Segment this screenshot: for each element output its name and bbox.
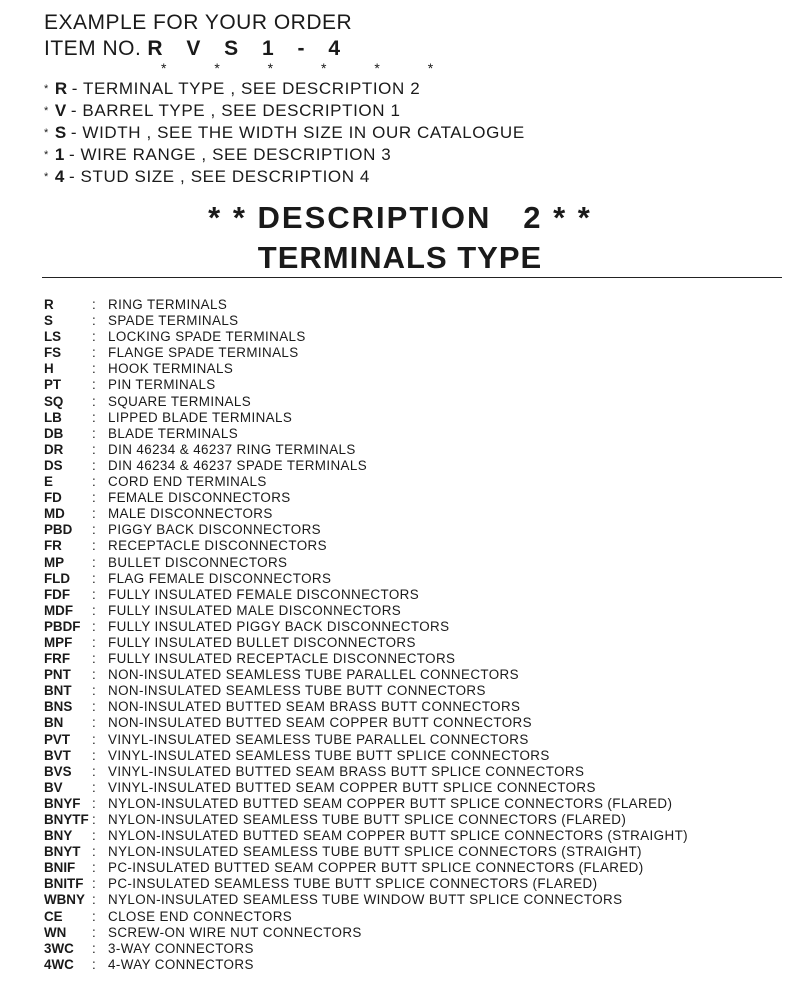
terminal-description: DIN 46234 & 46237 SPADE TERMINALS: [108, 457, 368, 473]
terminal-row: [44, 587, 688, 603]
separator-colon: :: [92, 779, 96, 795]
terminal-code: S: [44, 313, 53, 329]
terminal-row: [44, 748, 688, 764]
terminal-description: NYLON-INSULATED BUTTED SEAM COPPER BUTT SPLICE CONNECTORS (STRAIGHT): [108, 828, 689, 844]
terminal-code: PT: [44, 377, 62, 393]
separator-colon: :: [92, 474, 96, 490]
separator-colon: :: [92, 892, 96, 908]
separator-colon: :: [92, 554, 96, 570]
divider: [42, 277, 782, 278]
terminal-row: [44, 828, 688, 844]
terminal-code: R: [44, 297, 54, 312]
terminal-description: NON-INSULATED BUTTED SEAM BRASS BUTT CONNECTORS: [108, 699, 521, 715]
terminal-description: RING TERMINALS: [108, 297, 228, 312]
terminal-code: PBDF: [44, 618, 81, 634]
separator-colon: :: [92, 441, 96, 457]
terminal-row: [44, 699, 688, 715]
separator-colon: :: [92, 538, 96, 554]
separator-colon: :: [92, 683, 96, 699]
terminal-code: BN: [44, 715, 64, 731]
terminal-description: SQUARE TERMINALS: [108, 393, 252, 409]
separator-colon: :: [92, 860, 96, 876]
terminal-description: CORD END TERMINALS: [108, 474, 267, 490]
terminal-code: BNYTF: [44, 812, 89, 827]
terminal-description: PIN TERMINALS: [108, 377, 216, 393]
terminal-row: [44, 683, 688, 699]
separator-colon: :: [92, 313, 96, 329]
terminal-description: FULLY INSULATED FEMALE DISCONNECTORS: [108, 586, 420, 602]
terminal-description: FEMALE DISCONNECTORS: [108, 490, 291, 506]
separator-colon: :: [92, 699, 96, 715]
terminal-row: [44, 329, 688, 345]
legend-code: R: [54, 79, 68, 98]
terminal-row: [44, 345, 688, 361]
legend-text: - BARREL TYPE , SEE DESCRIPTION 1: [70, 101, 401, 120]
legend-asterisk: *: [44, 149, 49, 161]
separator-colon: :: [92, 940, 96, 956]
terminal-description: SPADE TERMINALS: [108, 313, 239, 329]
terminal-code: WN: [44, 924, 67, 940]
terminal-description: BULLET DISCONNECTORS: [108, 554, 288, 570]
terminal-code: MP: [44, 554, 65, 570]
separator-colon: :: [92, 457, 96, 473]
terminal-description: PC-INSULATED SEAMLESS TUBE BUTT SPLICE CONNECTORS (FLARED): [108, 876, 598, 892]
item-number-label: ITEM NO.: [44, 37, 142, 60]
terminal-row: [44, 876, 688, 892]
terminal-code: BVT: [44, 747, 71, 763]
terminal-code: DS: [44, 457, 63, 473]
terminal-description: FULLY INSULATED MALE DISCONNECTORS: [108, 602, 402, 618]
terminal-code: BV: [44, 779, 63, 795]
separator-colon: :: [92, 844, 96, 860]
terminal-code: BNYF: [44, 795, 81, 811]
terminal-row: [44, 442, 688, 458]
terminal-row: [44, 796, 688, 812]
terminal-description: NYLON-INSULATED BUTTED SEAM COPPER BUTT SPLICE CONNECTORS (FLARED): [108, 795, 673, 811]
terminal-description: NYLON-INSULATED SEAMLESS TUBE BUTT SPLICE CONNECTORS (STRAIGHT): [108, 844, 642, 860]
terminal-description: LIPPED BLADE TERMINALS: [108, 409, 293, 425]
terminal-row: [44, 667, 688, 683]
separator-colon: :: [92, 393, 96, 409]
terminal-code: SQ: [44, 393, 64, 409]
separator-colon: :: [92, 795, 96, 811]
terminal-code: LB: [44, 409, 62, 425]
terminal-code: FD: [44, 490, 62, 506]
terminal-description: 4-WAY CONNECTORS: [108, 956, 254, 972]
separator-colon: :: [92, 715, 96, 731]
legend-row: [44, 144, 525, 166]
terminal-code: MDF: [44, 602, 74, 618]
separator-colon: :: [92, 345, 96, 361]
terminal-code: MPF: [44, 634, 73, 650]
terminal-description: FLANGE SPADE TERMINALS: [108, 345, 299, 361]
terminal-row: [44, 619, 688, 635]
terminal-description: VINYL-INSULATED BUTTED SEAM BRASS BUTT SPLICE CONNECTORS: [108, 763, 585, 779]
item-number-code: R V S 1 - 4: [147, 37, 350, 60]
terminal-code: WBNY: [44, 892, 85, 908]
separator-colon: :: [92, 377, 96, 393]
terminal-description: FULLY INSULATED BULLET DISCONNECTORS: [108, 634, 416, 650]
terminal-row: [44, 571, 688, 587]
separator-colon: :: [92, 747, 96, 763]
terminal-description: RECEPTACLE DISCONNECTORS: [108, 538, 327, 554]
terminal-row: [44, 603, 688, 619]
terminal-code: DB: [44, 425, 64, 441]
terminal-row: [44, 941, 688, 957]
terminal-row: [44, 844, 688, 860]
terminal-description: LOCKING SPADE TERMINALS: [108, 329, 306, 345]
terminal-description: FULLY INSULATED RECEPTACLE DISCONNECTORS: [108, 651, 456, 667]
terminal-row: [44, 909, 688, 925]
terminal-code: BVS: [44, 763, 72, 779]
separator-colon: :: [92, 651, 96, 667]
terminal-row: [44, 780, 688, 796]
terminal-description: FLAG FEMALE DISCONNECTORS: [108, 570, 332, 586]
separator-colon: :: [92, 570, 96, 586]
terminal-description: CLOSE END CONNECTORS: [108, 908, 293, 924]
terminal-row: [44, 313, 688, 329]
terminal-description: VINYL-INSULATED SEAMLESS TUBE PARALLEL CONNECTORS: [108, 731, 529, 747]
separator-colon: :: [92, 812, 96, 827]
legend-text: - TERMINAL TYPE , SEE DESCRIPTION 2: [71, 79, 421, 98]
order-example-title: EXAMPLE FOR YOUR ORDER: [44, 11, 353, 34]
terminal-row: [44, 474, 688, 490]
separator-colon: :: [92, 828, 96, 844]
terminal-description: NYLON-INSULATED SEAMLESS TUBE WINDOW BUTT SPLICE CONNECTORS: [108, 892, 623, 908]
legend-row: [44, 122, 525, 144]
terminal-row: [44, 490, 688, 506]
terminal-code: FR: [44, 538, 62, 554]
terminal-description: BLADE TERMINALS: [108, 425, 239, 441]
terminal-code: BNY: [44, 828, 73, 844]
terminal-code: BNT: [44, 683, 72, 699]
terminal-code: LS: [44, 329, 62, 345]
terminal-description: VINYL-INSULATED SEAMLESS TUBE BUTT SPLICE CONNECTORS: [108, 747, 550, 763]
terminal-description: PIGGY BACK DISCONNECTORS: [108, 522, 321, 538]
separator-colon: :: [92, 490, 96, 506]
terminal-row: [44, 732, 688, 748]
terminal-description: MALE DISCONNECTORS: [108, 506, 273, 522]
legend-asterisk: *: [44, 83, 49, 95]
terminal-row: [44, 506, 688, 522]
terminal-code: PBD: [44, 522, 73, 538]
terminal-code: FLD: [44, 570, 71, 586]
legend-asterisk: *: [44, 105, 49, 117]
terminal-code: FS: [44, 345, 62, 361]
terminal-row: [44, 860, 688, 876]
terminal-description: VINYL-INSULATED BUTTED SEAM COPPER BUTT SPLICE CONNECTORS: [108, 779, 596, 795]
terminal-row: [44, 555, 688, 571]
terminal-description: NON-INSULATED BUTTED SEAM COPPER BUTT CONNECTORS: [108, 715, 532, 731]
separator-colon: :: [92, 361, 96, 377]
legend-text: - STUD SIZE , SEE DESCRIPTION 4: [68, 167, 370, 186]
terminal-row: [44, 812, 688, 828]
terminal-row: [44, 892, 688, 908]
legend-text: - WIDTH , SEE THE WIDTH SIZE IN OUR CATALOGUE: [70, 123, 525, 142]
terminal-code: PVT: [44, 731, 71, 747]
separator-colon: :: [92, 506, 96, 522]
terminal-description: HOOK TERMINALS: [108, 361, 234, 377]
section-title: * * DESCRIPTION 2 * *: [208, 200, 592, 235]
terminal-row: [44, 538, 688, 554]
separator-colon: :: [92, 956, 96, 972]
legend-asterisk: *: [44, 171, 49, 183]
terminal-row: [44, 394, 688, 410]
item-code-legend: [44, 78, 525, 188]
terminal-code: CE: [44, 908, 63, 924]
terminal-description: 3-WAY CONNECTORS: [108, 940, 254, 956]
legend-row: [44, 166, 525, 188]
terminal-row: [44, 297, 688, 313]
terminal-code: 4WC: [44, 956, 74, 972]
separator-colon: :: [92, 618, 96, 634]
terminal-description: NYLON-INSULATED SEAMLESS TUBE BUTT SPLICE CONNECTORS (FLARED): [108, 812, 627, 827]
item-code-stars: * * * * * *: [161, 60, 456, 76]
separator-colon: :: [92, 667, 96, 683]
terminal-code: DR: [44, 441, 64, 457]
separator-colon: :: [92, 763, 96, 779]
terminal-type-list: [44, 297, 688, 973]
terminal-code: BNIF: [44, 860, 76, 876]
terminal-code: 3WC: [44, 940, 74, 956]
separator-colon: :: [92, 409, 96, 425]
terminal-code: BNITF: [44, 876, 84, 892]
terminal-row: [44, 361, 688, 377]
separator-colon: :: [92, 924, 96, 940]
separator-colon: :: [92, 425, 96, 441]
terminal-code: FDF: [44, 586, 71, 602]
separator-colon: :: [92, 522, 96, 538]
terminal-row: [44, 957, 688, 973]
terminal-code: MD: [44, 506, 65, 522]
terminal-row: [44, 651, 688, 667]
terminal-code: H: [44, 361, 54, 377]
terminal-code: BNS: [44, 699, 73, 715]
separator-colon: :: [92, 297, 96, 312]
separator-colon: :: [92, 731, 96, 747]
legend-code: S: [54, 123, 67, 142]
terminal-description: NON-INSULATED SEAMLESS TUBE BUTT CONNECTORS: [108, 683, 486, 699]
separator-colon: :: [92, 602, 96, 618]
legend-asterisk: *: [44, 127, 49, 139]
order-example-header: [44, 10, 352, 62]
terminal-row: [44, 458, 688, 474]
separator-colon: :: [92, 876, 96, 892]
separator-colon: :: [92, 586, 96, 602]
terminal-description: PC-INSULATED BUTTED SEAM COPPER BUTT SPLICE CONNECTORS (FLARED): [108, 860, 644, 876]
legend-text: - WIRE RANGE , SEE DESCRIPTION 3: [68, 145, 392, 164]
legend-code: 4: [54, 167, 65, 186]
terminal-row: [44, 715, 688, 731]
terminal-description: FULLY INSULATED PIGGY BACK DISCONNECTORS: [108, 618, 450, 634]
separator-colon: :: [92, 329, 96, 345]
terminal-description: DIN 46234 & 46237 RING TERMINALS: [108, 441, 356, 457]
terminal-row: [44, 377, 688, 393]
legend-code: V: [54, 101, 67, 120]
terminal-code: E: [44, 474, 53, 490]
legend-row: [44, 78, 525, 100]
terminal-row: [44, 522, 688, 538]
legend-row: [44, 100, 525, 122]
terminal-row: [44, 410, 688, 426]
terminal-code: BNYT: [44, 844, 81, 860]
separator-colon: :: [92, 634, 96, 650]
terminal-row: [44, 764, 688, 780]
terminal-row: [44, 925, 688, 941]
terminal-row: [44, 635, 688, 651]
legend-code: 1: [54, 145, 65, 164]
separator-colon: :: [92, 908, 96, 924]
terminal-code: PNT: [44, 667, 71, 683]
item-number-line: [44, 36, 352, 62]
terminal-description: SCREW-ON WIRE NUT CONNECTORS: [108, 924, 362, 940]
terminal-code: FRF: [44, 651, 71, 667]
terminal-description: NON-INSULATED SEAMLESS TUBE PARALLEL CONNECTORS: [108, 667, 519, 683]
section-subtitle: TERMINALS TYPE: [257, 240, 543, 275]
terminal-row: [44, 426, 688, 442]
